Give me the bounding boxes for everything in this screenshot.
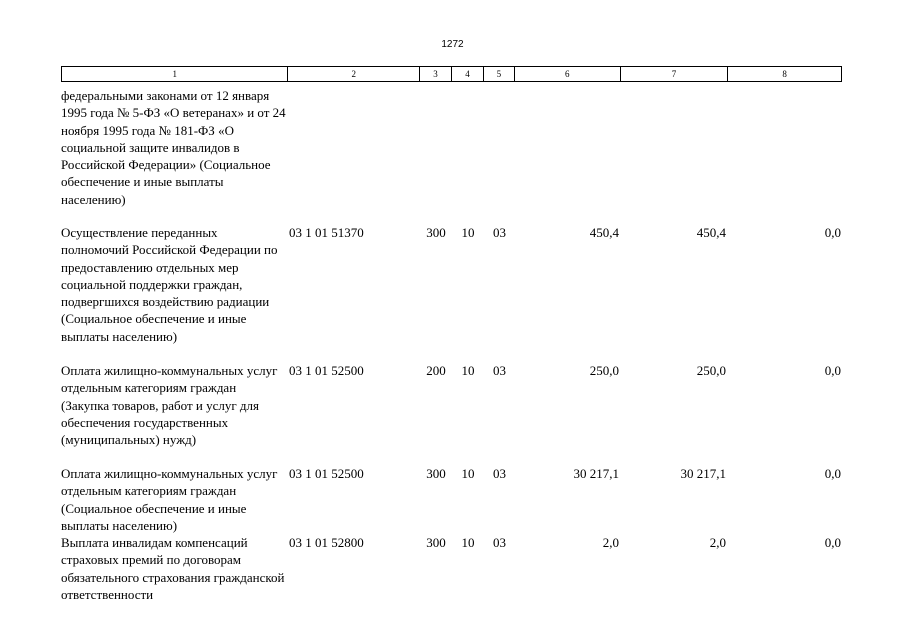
row-name: Выплата инвалидам компенсаций страховых премий по договорам обязательного страхования гражданской ответственности (61, 535, 285, 602)
row-col-6: 30 217,1 (573, 466, 619, 481)
row-col-5: 03 (493, 225, 506, 240)
row-col-7: 30 217,1 (680, 466, 726, 481)
row-code: 03 1 01 52800 (289, 535, 364, 550)
table-row (61, 362, 842, 465)
row-col-7: 2,0 (709, 535, 726, 550)
row-col-8: 0,0 (824, 363, 841, 378)
table-row (61, 87, 842, 224)
row-name: Осуществление переданных полномочий Российской Федерации по предоставлению отдельных мер социальной поддержки граждан, подвергшихся воздействию радиации (Социальное обеспечение и иные выплаты населению) (61, 225, 278, 344)
row-col-7 (621, 87, 729, 224)
row-col-5: 03 (493, 363, 506, 378)
row-col-4 (452, 87, 484, 224)
row-col-3 (420, 87, 452, 224)
row-col-4: 10 (461, 466, 475, 481)
table-row (61, 224, 842, 362)
table-row (61, 465, 842, 534)
row-col-3: 300 (426, 466, 446, 481)
header-col-1: 1 (62, 67, 288, 81)
row-col-5 (484, 87, 515, 224)
header-col-3: 3 (420, 67, 452, 81)
header-col-2: 2 (288, 67, 420, 81)
header-col-4: 4 (452, 67, 484, 81)
row-code: 03 1 01 51370 (289, 225, 364, 240)
table-body (61, 87, 842, 614)
row-name: Оплата жилищно-коммунальных услуг отдельным категориям граждан (Социальное обеспечение и иные выплаты населению) (61, 466, 278, 533)
row-col-6: 2,0 (602, 535, 619, 550)
row-col-3: 300 (426, 535, 446, 550)
row-col-6: 450,4 (589, 225, 619, 240)
row-col-3: 200 (426, 363, 446, 378)
row-name: Оплата жилищно-коммунальных услуг отдельным категориям граждан (Закупка товаров, работ и услуг для обеспечения государственных (муниципальных) нужд) (61, 363, 278, 448)
row-col-3: 300 (426, 225, 446, 240)
row-col-6 (515, 87, 621, 224)
row-col-8: 0,0 (824, 535, 841, 550)
header-col-6: 6 (515, 67, 621, 81)
row-col-4: 10 (461, 535, 475, 550)
row-col-7: 250,0 (696, 363, 726, 378)
row-col-8 (729, 87, 842, 224)
row-col-4: 10 (461, 225, 475, 240)
row-col-6: 250,0 (589, 363, 619, 378)
row-code (288, 87, 420, 224)
row-col-7: 450,4 (696, 225, 726, 240)
row-col-4: 10 (461, 363, 475, 378)
row-col-8: 0,0 (824, 466, 841, 481)
header-col-7: 7 (621, 67, 729, 81)
table-row (61, 534, 842, 614)
page-number: 1272 (441, 39, 464, 50)
row-name: федеральными законами от 12 января 1995 года № 5-ФЗ «О ветеранах» и от 24 ноября 1995 года № 181-ФЗ «О социальной защите инвалидов в Российской Федерации» (Социальное обеспечение и иные выплаты населению) (61, 88, 286, 207)
row-col-5: 03 (493, 535, 506, 550)
row-code: 03 1 01 52500 (289, 466, 364, 481)
table-header (61, 66, 842, 82)
row-code: 03 1 01 52500 (289, 363, 364, 378)
row-col-8: 0,0 (824, 225, 841, 240)
row-col-5: 03 (493, 466, 506, 481)
header-col-5: 5 (484, 67, 515, 81)
header-col-8: 8 (782, 69, 787, 79)
